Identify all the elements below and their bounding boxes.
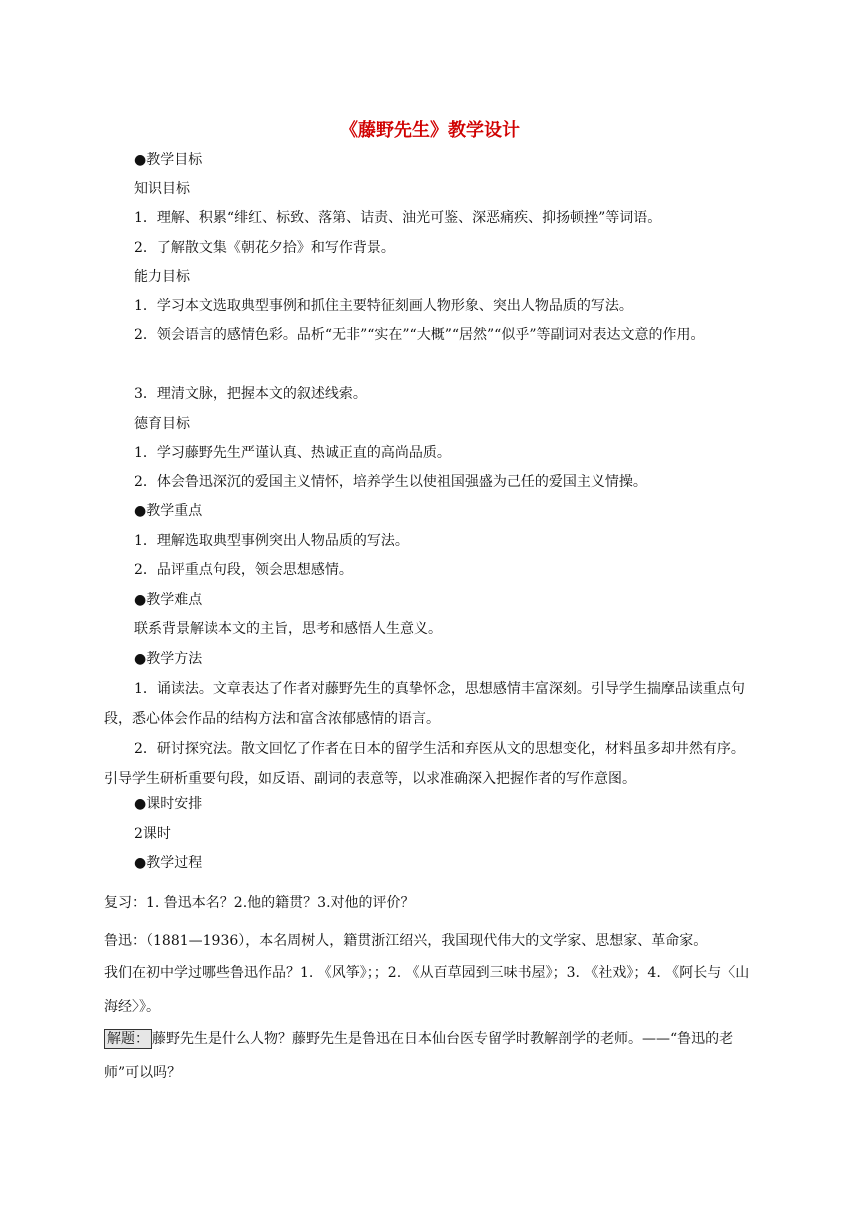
works-line: 我们在初中学过哪些鲁迅作品？1. 《风筝》；；2. 《从百草园到三味书屋》；3. 《社戏》；4. 《阿长与〈山海经〉》。 — [104, 965, 750, 1015]
luxun-intro: 鲁迅：（1881—1936），本名周树人，籍贯浙江绍兴，我国现代伟大的文学家、思想家、革命家。 — [104, 933, 708, 949]
knowledge-item-1: 1．理解、积累“绯红、标致、落第、诘责、油光可鉴、深恶痛疾、抑扬顿挫”等词语。 — [134, 210, 662, 226]
ability-item-2: 2．领会语言的感情色彩。品析“无非”“实在”“大概”“居然”“似乎”等副词对表达文意的作用。 — [134, 327, 705, 343]
moral-item-2: 2．体会鲁迅深沉的爱国主义情怀，培养学生以使祖国强盛为己任的爱国主义情操。 — [134, 474, 647, 490]
explain-paragraph — [104, 1022, 756, 1090]
section-schedule: ●课时安排 — [134, 796, 203, 812]
moral-item-1: 1．学习藤野先生严谨认真、热诚正直的高尚品质。 — [134, 445, 451, 461]
key-item-1: 1．理解选取典型事例突出人物品质的写法。 — [134, 533, 409, 549]
moral-title: 德育目标 — [134, 416, 190, 432]
ability-item-3: 3．理清文脉，把握本文的叙述线索。 — [134, 386, 367, 402]
section-process: ●教学过程 — [134, 855, 203, 871]
document-title: 《藤野先生》教学设计 — [340, 120, 520, 141]
ability-item-1: 1．学习本文选取典型事例和抓住主要特征刻画人物形象、突出人物品质的写法。 — [134, 298, 633, 314]
review-line: 复习：1. 鲁迅本名？2.他的籍贯？3.对他的评价？ — [104, 895, 415, 911]
section-goals: ●教学目标 — [134, 152, 203, 168]
explain-text: 藤野先生是什么人物？藤野先生是鲁迅在日本仙台医专留学时教解剖学的老师。——“鲁迅的老师”可以吗？ — [104, 1031, 734, 1081]
key-item-2: 2．品评重点句段，领会思想感情。 — [134, 562, 353, 578]
section-method: ●教学方法 — [134, 651, 203, 667]
explain-label: 解题： — [104, 1029, 152, 1049]
section-difficulty: ●教学难点 — [134, 592, 203, 608]
method-item-1: 1．诵读法。文章表达了作者对藤野先生的真挚怀念，思想感情丰富深刻。引导学生揣摩品读重点句段，悉心体会作品的结构方法和富含浓郁感情的语言。 — [104, 681, 745, 727]
ability-title: 能力目标 — [134, 269, 190, 285]
knowledge-item-2: 2．了解散文集《朝花夕拾》和写作背景。 — [134, 240, 395, 256]
section-key: ●教学重点 — [134, 503, 203, 519]
knowledge-title: 知识目标 — [134, 181, 190, 197]
difficulty-item-1: 联系背景解读本文的主旨，思考和感悟人生意义。 — [134, 621, 442, 637]
schedule-item-1: 2课时 — [134, 826, 171, 842]
method-item-2: 2．研讨探究法。散文回忆了作者在日本的留学生活和弃医从文的思想变化，材料虽多却井然有序。引导学生研析重要句段，如反语、副词的表意等，以求准确深入把握作者的写作意图。 — [104, 741, 745, 787]
